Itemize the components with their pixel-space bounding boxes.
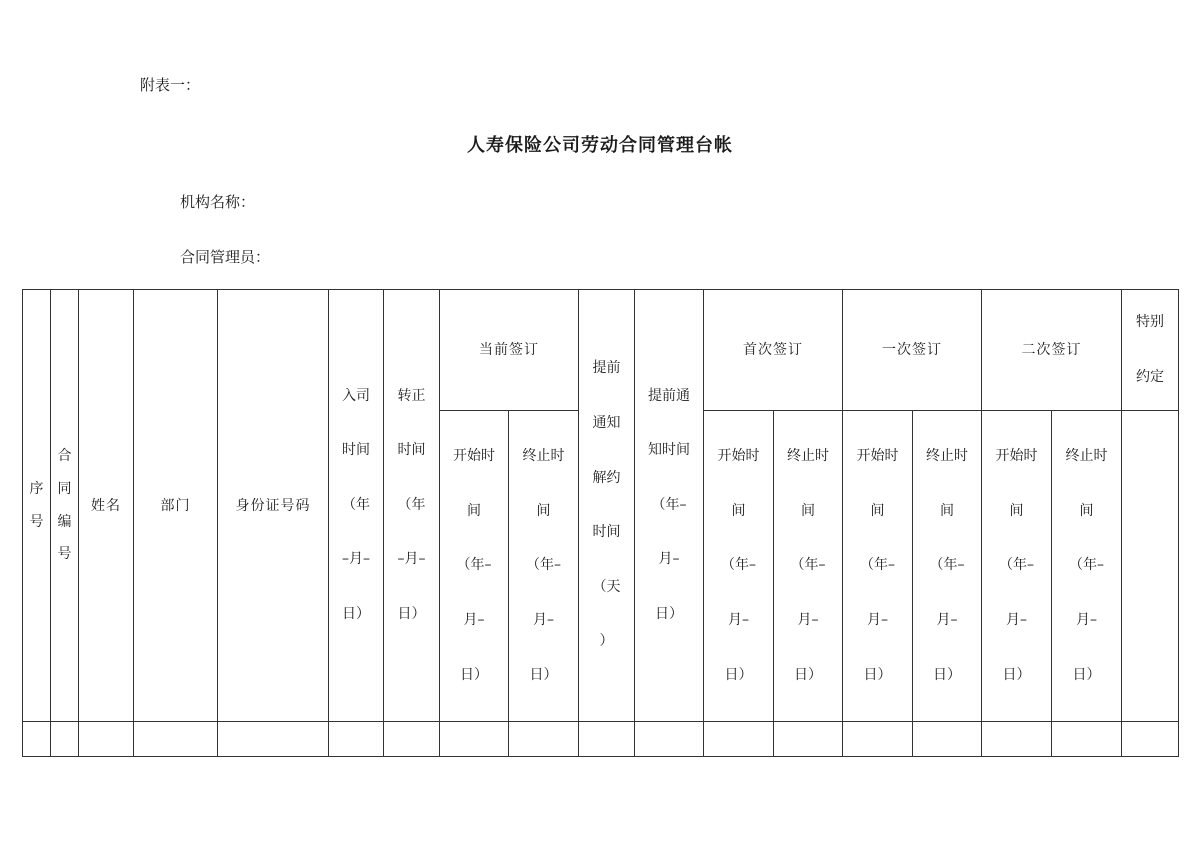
cell-id-number[interactable] xyxy=(218,722,329,757)
contract-ledger-table xyxy=(22,289,1179,757)
cell-regular-date[interactable] xyxy=(384,722,440,757)
header-second-start: 开始时 间 （年– 月– 日） xyxy=(843,411,913,722)
header-special-terms: 特别 约定 xyxy=(1122,290,1179,411)
header-special-empty xyxy=(1122,411,1179,722)
cell-current-start[interactable] xyxy=(440,722,509,757)
header-third-start: 开始时 间 （年– 月– 日） xyxy=(982,411,1052,722)
appendix-label: 附表一： xyxy=(140,76,201,94)
header-notice-days: 提前 通知 解约 时间 （天 ） xyxy=(579,290,635,722)
cell-notice-date[interactable] xyxy=(635,722,704,757)
org-name-label: 机构名称： xyxy=(180,193,256,211)
cell-special-terms[interactable] xyxy=(1122,722,1179,757)
header-second-end: 终止时 间 （年– 月– 日） xyxy=(913,411,982,722)
header-contract-no: 合 同 编 号 xyxy=(51,290,79,722)
cell-second-start[interactable] xyxy=(843,722,913,757)
cell-third-end[interactable] xyxy=(1052,722,1122,757)
header-dept: 部门 xyxy=(134,290,218,722)
header-regular-date: 转正 时间 （年 –月– 日） xyxy=(384,290,440,722)
header-group-current: 当前签订 xyxy=(440,290,579,411)
cell-first-end[interactable] xyxy=(774,722,843,757)
header-current-end: 终止时 间 （年– 月– 日） xyxy=(509,411,579,722)
header-seq: 序 号 xyxy=(23,290,51,722)
header-group-third: 二次签订 xyxy=(982,290,1122,411)
header-first-start: 开始时 间 （年– 月– 日） xyxy=(704,411,774,722)
header-first-end: 终止时 间 （年– 月– 日） xyxy=(774,411,843,722)
cell-current-end[interactable] xyxy=(509,722,579,757)
contract-admin-label: 合同管理员： xyxy=(180,248,271,266)
header-notice-date: 提前通 知时间 （年– 月– 日） xyxy=(635,290,704,722)
header-hire-date: 入司 时间 （年 –月– 日） xyxy=(329,290,384,722)
header-id-number: 身份证号码 xyxy=(218,290,329,722)
header-name: 姓名 xyxy=(79,290,134,722)
cell-third-start[interactable] xyxy=(982,722,1052,757)
cell-dept[interactable] xyxy=(134,722,218,757)
cell-hire-date[interactable] xyxy=(329,722,384,757)
cell-second-end[interactable] xyxy=(913,722,982,757)
cell-contract-no[interactable] xyxy=(51,722,79,757)
header-group-first: 首次签订 xyxy=(704,290,843,411)
table-row xyxy=(23,722,1179,757)
header-group-second: 一次签订 xyxy=(843,290,982,411)
cell-notice-days[interactable] xyxy=(579,722,635,757)
header-third-end: 终止时 间 （年– 月– 日） xyxy=(1052,411,1122,722)
cell-seq[interactable] xyxy=(23,722,51,757)
cell-name[interactable] xyxy=(79,722,134,757)
page-title: 人寿保险公司劳动合同管理台帐 xyxy=(467,135,733,156)
cell-first-start[interactable] xyxy=(704,722,774,757)
header-current-start: 开始时 间 （年– 月– 日） xyxy=(440,411,509,722)
